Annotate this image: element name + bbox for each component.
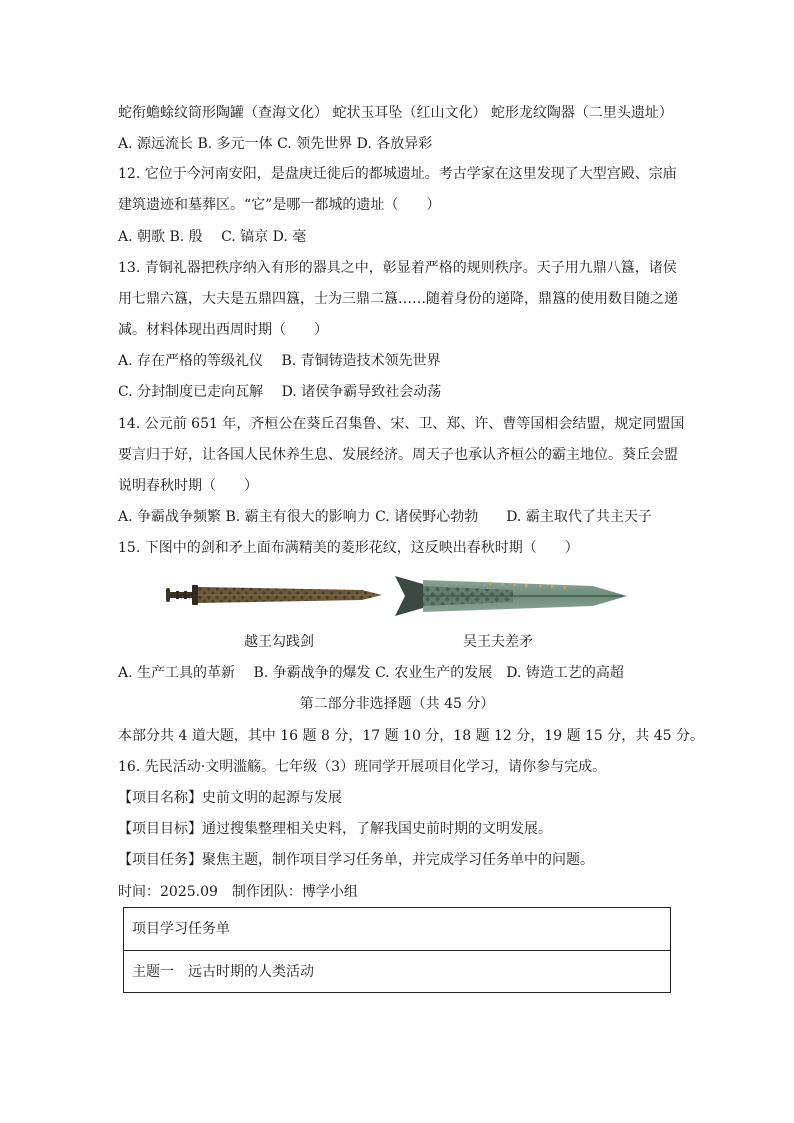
wu-wang-fuchai-spear-image (393, 572, 629, 620)
q14-stem-line1: 14. 公元前 651 年，齐桓公在葵丘召集鲁、宋、卫、郑、许、曹等国相会结盟，规定同盟国 (118, 416, 685, 432)
task-sheet-table (123, 907, 671, 993)
task-sheet-title-row: 项目学习任务单 (132, 921, 230, 937)
q14-options: A. 争霸战争频繁 B. 霸主有很大的影响力 C. 诸侯野心勃勃 D. 霸主取代了共主天子 (118, 509, 652, 525)
q13-options-ab: A. 存在严格的等级礼仪 B. 青铜铸造技术领先世界 (118, 353, 441, 369)
project-name: 【项目名称】史前文明的起源与发展 (118, 790, 342, 806)
q13-stem-line2: 用七鼎六簋，大夫是五鼎四簋，士为三鼎二簋……随着身份的递降，鼎簋的使用数目随之递 (118, 291, 678, 307)
q12-stem-line2: 建筑遗迹和墓葬区。“它”是哪一都城的遗址（ ） (118, 197, 441, 213)
task-sheet-theme1-row: 主题一 远古时期的人类活动 (124, 950, 670, 992)
q13-stem-line3: 减。材料体现出西周时期（ ） (118, 322, 328, 338)
q15-stem: 15. 下图中的剑和矛上面布满精美的菱形花纹，这反映出春秋时期（ ） (118, 540, 579, 556)
q13-options-cd: C. 分封制度已走向瓦解 D. 诸侯争霸导致社会动荡 (118, 384, 442, 400)
part2-heading: 第二部分非选择题（共 45 分） (299, 696, 495, 712)
q12-options: A. 朝歌 B. 殷 C. 镐京 D. 毫 (118, 229, 307, 245)
project-meta: 时间：2025.09 制作团队：博学小组 (118, 884, 358, 900)
artifact-captions: 蛇衔蟾蜍纹筒形陶罐（查海文化） 蛇状玉耳坠（红山文化） 蛇形龙纹陶器（二里头遗址） (118, 105, 673, 121)
yue-wang-goujian-sword-image (162, 574, 384, 614)
q16-stem: 16. 先民活动·文明滥觞。七年级（3）班同学开展项目化学习，请你参与完成。 (118, 759, 607, 775)
project-goal: 【项目目标】通过搜集整理相关史料，了解我国史前时期的文明发展。 (118, 821, 552, 837)
spear-caption: 吴王夫差矛 (463, 634, 533, 650)
q13-stem-line1: 13. 青铜礼器把秩序纳入有形的器具之中，彰显着严格的规则秩序。天子用九鼎八簋，诸侯 (118, 260, 677, 276)
q12-stem-line1: 12. 它位于今河南安阳，是盘庚迁徙后的都城遗址。考古学家在这里发现了大型宫殿、宗庙 (118, 166, 677, 182)
q11-options: A. 源远流长 B. 多元一体 C. 领先世界 D. 各放异彩 (118, 136, 433, 152)
project-task: 【项目任务】聚焦主题，制作项目学习任务单，并完成学习任务单中的问题。 (118, 852, 594, 868)
q14-stem-line3: 说明春秋时期（ ） (118, 478, 258, 494)
sword-caption: 越王勾践剑 (244, 634, 314, 650)
q14-stem-line2: 要言归于好，让各国人民休养生息、发展经济。周天子也承认齐桓公的霸主地位。葵丘会盟 (118, 447, 678, 463)
q15-options: A. 生产工具的革新 B. 争霸战争的爆发 C. 农业生产的发展 D. 铸造工艺的高超 (118, 665, 624, 681)
part2-intro: 本部分共 4 道大题，其中 16 题 8 分，17 题 10 分，18 题 12 分，19 题 15 分，共 45 分。 (118, 728, 704, 744)
